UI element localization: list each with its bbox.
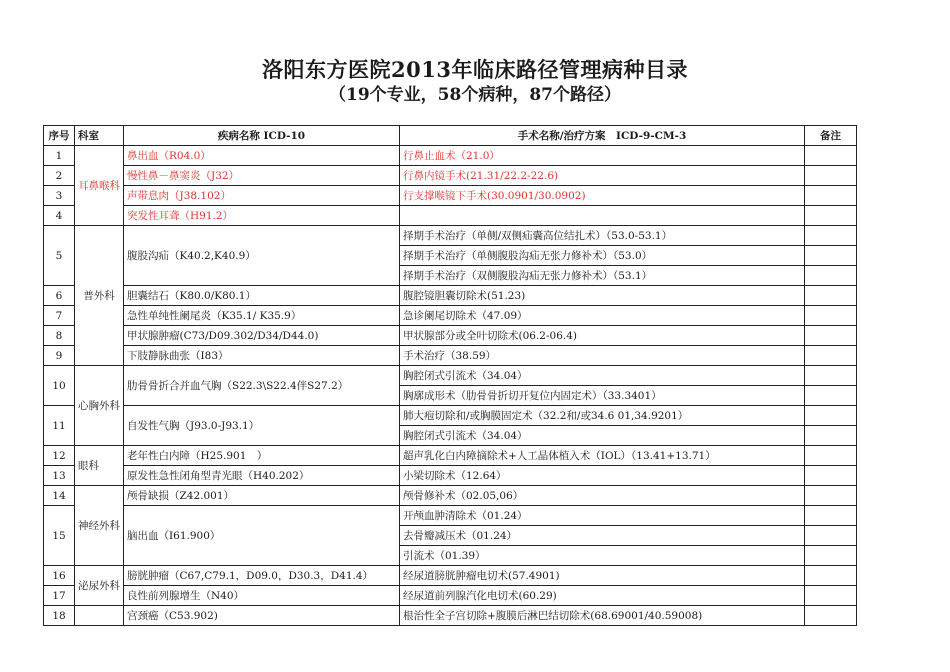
disease-cell[interactable]: 声带息肉（J38.102） <box>124 186 400 206</box>
disease-catalog-table <box>43 125 857 626</box>
seq-cell[interactable]: 12 <box>44 446 75 466</box>
seq-cell[interactable]: 15 <box>44 506 75 566</box>
table-row <box>44 206 857 226</box>
table-row <box>44 286 857 306</box>
seq-cell[interactable]: 5 <box>44 226 75 286</box>
seq-cell[interactable]: 8 <box>44 326 75 346</box>
table-row <box>44 346 857 366</box>
table-row <box>44 146 857 166</box>
seq-cell[interactable]: 17 <box>44 586 75 606</box>
disease-cell[interactable]: 胆囊结石（K80.0/K80.1） <box>124 286 400 306</box>
seq-cell[interactable]: 3 <box>44 186 75 206</box>
disease-cell[interactable]: 原发性急性闭角型青光眼（H40.202） <box>124 466 400 486</box>
disease-cell[interactable]: 突发性耳聋（H91.2） <box>124 206 400 226</box>
note-cell[interactable] <box>805 466 857 486</box>
procedure-cell[interactable]: 引流术（01.39） <box>400 546 805 566</box>
table-row <box>44 566 857 586</box>
seq-cell[interactable]: 9 <box>44 346 75 366</box>
table-row <box>44 366 857 386</box>
procedure-cell[interactable]: 腹腔镜胆囊切除术(51.23) <box>400 286 805 306</box>
disease-cell[interactable]: 颅骨缺损（Z42.001） <box>124 486 400 506</box>
disease-cell[interactable]: 慢性鼻－鼻窦炎（J32） <box>124 166 400 186</box>
procedure-cell[interactable]: 经尿道膀胱肿瘤电切术(57.4901) <box>400 566 805 586</box>
note-cell[interactable] <box>805 166 857 186</box>
dept-cell[interactable]: 心胸外科 <box>75 366 124 446</box>
header-note[interactable]: 备注 <box>805 126 857 146</box>
note-cell[interactable] <box>805 146 857 166</box>
procedure-cell[interactable]: 根治性全子宫切除+腹膜后淋巴结切除术(68.69001/40.59008) <box>400 606 805 626</box>
note-cell[interactable] <box>805 586 857 606</box>
procedure-cell[interactable]: 胸腔闭式引流术（34.04） <box>400 366 805 386</box>
table-row <box>44 606 857 626</box>
seq-cell[interactable]: 4 <box>44 206 75 226</box>
disease-cell[interactable]: 急性单纯性阑尾炎（K35.1/ K35.9） <box>124 306 400 326</box>
disease-cell[interactable]: 下肢静脉曲张（I83） <box>124 346 400 366</box>
table-row <box>44 186 857 206</box>
seq-cell[interactable]: 2 <box>44 166 75 186</box>
note-cell[interactable] <box>805 506 857 526</box>
dept-cell[interactable]: 泌尿外科 <box>75 566 124 606</box>
table-row <box>44 406 857 426</box>
note-cell[interactable] <box>805 206 857 226</box>
note-cell[interactable] <box>805 346 857 366</box>
header-disease[interactable]: 疾病名称 ICD-10 <box>124 126 400 146</box>
dept-cell[interactable]: 耳鼻喉科 <box>75 146 124 226</box>
procedure-cell[interactable]: 去骨瓣减压术（01.24） <box>400 526 805 546</box>
procedure-cell[interactable]: 择期手术治疗（单侧腹股沟疝无张力修补术）（53.0） <box>400 246 805 266</box>
note-cell[interactable] <box>805 486 857 506</box>
note-cell[interactable] <box>805 606 857 626</box>
procedure-cell[interactable]: 行支撑喉镜下手术(30.0901/30.0902) <box>400 186 805 206</box>
procedure-cell[interactable]: 急诊阑尾切除术（47.09） <box>400 306 805 326</box>
table-row <box>44 586 857 606</box>
header-procedure[interactable]: 手术名称/治疗方案 ICD-9-CM-3 <box>400 126 805 146</box>
disease-cell[interactable]: 膀胱肿瘤（C67,C79.1，D09.0，D30.3，D41.4） <box>124 566 400 586</box>
note-cell[interactable] <box>805 326 857 346</box>
procedure-cell[interactable]: 开颅血肿清除术（01.24） <box>400 506 805 526</box>
seq-cell[interactable]: 18 <box>44 606 75 626</box>
header-dept[interactable]: 科室 <box>75 126 124 146</box>
note-cell[interactable] <box>805 246 857 266</box>
disease-cell[interactable]: 鼻出血（R04.0） <box>124 146 400 166</box>
note-cell[interactable] <box>805 266 857 286</box>
procedure-cell[interactable]: 颅骨修补术（02.05,06） <box>400 486 805 506</box>
table-header-row <box>44 126 857 146</box>
procedure-cell[interactable]: 经尿道前列腺汽化电切术(60.29) <box>400 586 805 606</box>
disease-cell[interactable]: 腹股沟疝（K40.2,K40.9） <box>124 226 400 286</box>
note-cell[interactable] <box>805 226 857 246</box>
seq-cell[interactable]: 13 <box>44 466 75 486</box>
procedure-cell[interactable]: 行鼻内镜手术(21.31/22.2-22.6) <box>400 166 805 186</box>
note-cell[interactable] <box>805 366 857 386</box>
seq-cell[interactable]: 10 <box>44 366 75 406</box>
disease-cell[interactable]: 甲状腺肿瘤(C73/D09.302/D34/D44.0) <box>124 326 400 346</box>
procedure-cell[interactable]: 甲状腺部分或全叶切除术(06.2-06.4) <box>400 326 805 346</box>
procedure-cell[interactable]: 行鼻止血术（21.0） <box>400 146 805 166</box>
disease-cell[interactable]: 宫颈癌（C53.902) <box>124 606 400 626</box>
table-row <box>44 226 857 246</box>
seq-cell[interactable]: 1 <box>44 146 75 166</box>
page-title: 洛阳东方医院2013年临床路径管理病种目录 <box>262 57 688 82</box>
note-cell[interactable] <box>805 386 857 406</box>
procedure-cell[interactable]: 择期手术治疗（双侧腹股沟疝无张力修补术）（53.1） <box>400 266 805 286</box>
note-cell[interactable] <box>805 406 857 426</box>
note-cell[interactable] <box>805 306 857 326</box>
procedure-cell[interactable]: 胸腔闭式引流术（34.04） <box>400 426 805 446</box>
disease-cell[interactable]: 良性前列腺增生（N40） <box>124 586 400 606</box>
note-cell[interactable] <box>805 546 857 566</box>
seq-cell[interactable]: 7 <box>44 306 75 326</box>
procedure-cell[interactable]: 肺大疱切除和/或胸膜固定术（32.2和/或34.6 01,34.9201） <box>400 406 805 426</box>
procedure-cell[interactable]: 择期手术治疗（单侧/双侧疝囊高位结扎术）（53.0-53.1） <box>400 226 805 246</box>
note-cell[interactable] <box>805 526 857 546</box>
table-row <box>44 486 857 506</box>
table-row <box>44 466 857 486</box>
disease-cell[interactable]: 脑出血（I61.900） <box>124 506 400 566</box>
procedure-cell[interactable] <box>400 206 805 226</box>
table-row <box>44 446 857 466</box>
table-row <box>44 326 857 346</box>
dept-cell[interactable]: 神经外科 <box>75 486 124 566</box>
table-row <box>44 506 857 526</box>
seq-cell[interactable]: 14 <box>44 486 75 506</box>
note-cell[interactable] <box>805 566 857 586</box>
procedure-cell[interactable]: 超声乳化白内障摘除术+人工晶体植入术（IOL）（13.41+13.71） <box>400 446 805 466</box>
seq-cell[interactable]: 16 <box>44 566 75 586</box>
disease-cell[interactable]: 老年性白内障（H25.901 ） <box>124 446 400 466</box>
dept-cell[interactable] <box>75 606 124 626</box>
header-seq[interactable]: 序号 <box>44 126 75 146</box>
table-row <box>44 166 857 186</box>
procedure-cell[interactable]: 胸廓成形术（肋骨骨折切开复位内固定术）（33.3401） <box>400 386 805 406</box>
dept-cell[interactable]: 普外科 <box>75 226 124 366</box>
note-cell[interactable] <box>805 286 857 306</box>
note-cell[interactable] <box>805 426 857 446</box>
seq-cell[interactable]: 11 <box>44 406 75 446</box>
procedure-cell[interactable]: 手术治疗（38.59） <box>400 346 805 366</box>
disease-cell[interactable]: 自发性气胸（J93.0-J93.1） <box>124 406 400 446</box>
page-subtitle: （19个专业，58个病种，87个路径） <box>329 85 621 105</box>
table-row <box>44 306 857 326</box>
dept-cell[interactable]: 眼科 <box>75 446 124 486</box>
seq-cell[interactable]: 6 <box>44 286 75 306</box>
note-cell[interactable] <box>805 446 857 466</box>
note-cell[interactable] <box>805 186 857 206</box>
procedure-cell[interactable]: 小梁切除术（12.64） <box>400 466 805 486</box>
disease-cell[interactable]: 肋骨骨折合并血气胸（S22.3\S22.4伴S27.2） <box>124 366 400 406</box>
